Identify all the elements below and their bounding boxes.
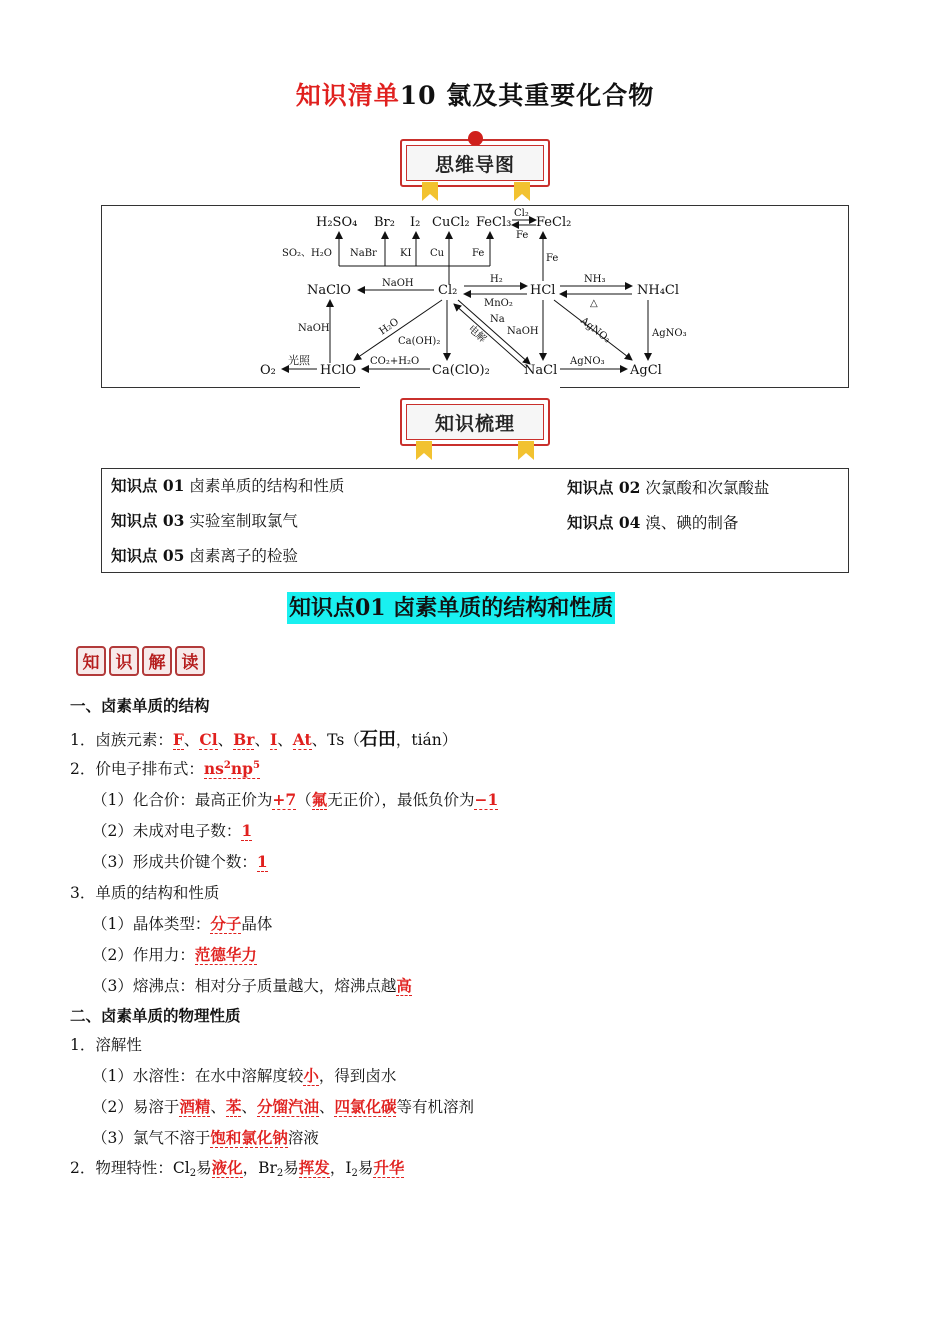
line-valence: （1）化合价：最高正价为+7（氟无正价），最低负价为−1: [92, 790, 499, 809]
text: Ts（: [327, 731, 360, 749]
tile-zhi: 知: [76, 646, 106, 676]
toc-text: 次氯酸和次氯酸盐: [645, 479, 770, 497]
text: 2．价电子排布式：: [70, 760, 204, 778]
node-i2: I₂: [410, 215, 421, 230]
answer-benzene: 苯: [225, 1097, 242, 1116]
answer-br: Br: [233, 730, 255, 749]
badge-ribbon-right: [514, 182, 530, 201]
toc-num: 知识点 02: [567, 478, 641, 497]
node-o2: O₂: [260, 363, 276, 378]
node-hclo: HClO: [320, 363, 357, 378]
answer-cl: Cl: [199, 730, 218, 749]
mindmap-badge: [400, 139, 550, 187]
answer-volatile: 挥发: [298, 1158, 330, 1177]
line-chlorine-insoluble: （3）氯气不溶于饱和氯化钠溶液: [92, 1128, 319, 1147]
answer-high: 高: [396, 976, 412, 995]
knowledge-badge: [400, 398, 550, 446]
toc-num: 知识点 01: [111, 476, 185, 495]
label-fe-top: Fe: [516, 230, 529, 241]
label-agno3-diag: AgNO₃: [578, 315, 613, 346]
toc-num: 知识点 04: [567, 513, 641, 532]
ts-character: 石田: [359, 729, 396, 750]
line-melting: （3）熔沸点：相对分子质量越大，熔沸点越高: [92, 976, 412, 995]
line-solubility: 1．溶解性: [70, 1036, 142, 1054]
answer-gasoline: 分馏汽油: [256, 1097, 319, 1116]
toc-text: 卤素单质的结构和性质: [189, 477, 345, 495]
heading-physical: 二、卤素单质的物理性质: [70, 1006, 241, 1025]
tile-du: 读: [175, 646, 205, 676]
node-fecl2: FeCl₂: [536, 215, 572, 230]
mindmap-badge-label: 思维导图: [406, 145, 544, 181]
answer-i: I: [269, 730, 278, 749]
line-organic-solvents: （2）易溶于酒精、苯、分馏汽油、四氯化碳等有机溶剂: [92, 1097, 474, 1116]
line-bonds: （3）形成共价键个数：1: [92, 852, 268, 871]
label-h2: H₂: [490, 274, 503, 285]
node-nh4cl: NH₄Cl: [637, 283, 680, 298]
title-prefix: 知识清单: [295, 81, 400, 110]
toc-text: 溴、碘的制备: [645, 514, 739, 532]
answer-molecular: 分子: [210, 914, 242, 933]
badge-dot: [468, 131, 483, 146]
toc-num: 知识点 05: [111, 546, 185, 565]
text: 1．卤族元素：: [70, 731, 173, 749]
label-naoh-left: NaOH: [298, 323, 330, 334]
text: ，tián）: [395, 731, 458, 749]
node-caclo2: Ca(ClO)₂: [432, 363, 490, 378]
label-delta: △: [590, 298, 598, 309]
answer-bonds: 1: [256, 852, 268, 871]
answer-ccl4: 四氯化碳: [334, 1097, 397, 1116]
badge-ribbon-right: [518, 441, 534, 460]
node-br2: Br₂: [374, 215, 395, 230]
label-nh3: NH₃: [584, 274, 606, 285]
title-rest: 10 氯及其重要化合物: [399, 81, 655, 110]
answer-vdw: 范德华力: [194, 945, 257, 964]
node-nacl: NaCl: [524, 363, 558, 378]
answer-liquefy: 液化: [211, 1158, 243, 1177]
badge-ribbon-left: [416, 441, 432, 460]
answer-at: At: [292, 730, 312, 749]
node-cl2: Cl₂: [438, 283, 458, 298]
line-structure-props: 3．单质的结构和性质: [70, 884, 220, 902]
label-cl2-top: Cl₂: [514, 208, 529, 219]
label-agno3-bottom: AgNO₃: [570, 356, 605, 367]
label-caoh2: Ca(OH)₂: [398, 336, 441, 347]
label-naoh-mid: NaOH: [382, 278, 414, 289]
answer-f: F: [172, 730, 184, 749]
answer-sublime: 升华: [373, 1158, 405, 1177]
page-title: [0, 76, 950, 112]
node-h2so4: H₂SO₄: [316, 215, 358, 230]
badge-ribbon-left: [422, 182, 438, 201]
label-naoh-diag: NaOH: [507, 326, 539, 337]
heading-structure: 一、卤素单质的结构: [70, 696, 210, 715]
answer-minus1: −1: [474, 790, 499, 809]
reagent-nabr: NaBr: [350, 248, 377, 259]
label-co2-h2o: CO₂+H₂O: [370, 356, 420, 367]
node-agcl: AgCl: [630, 363, 662, 378]
line-crystal-type: （1）晶体类型：分子晶体: [92, 914, 273, 933]
label-light: 光照: [288, 354, 310, 367]
line-force: （2）作用力：范德华力: [92, 945, 257, 964]
line-halogens: 1．卤族元素：F、Cl、Br、I、At、Ts（石田，tián）: [70, 729, 458, 750]
line-water-solubility: （1）水溶性：在水中溶解度较小，得到卤水: [92, 1066, 397, 1085]
knowledge-reading-tiles: [76, 646, 205, 676]
line-valence-config: [70, 757, 260, 779]
tile-shi: 识: [109, 646, 139, 676]
reagent-fe: Fe: [472, 248, 485, 259]
label-mno2: MnO₂: [484, 298, 513, 309]
label-na: Na: [490, 314, 505, 325]
answer-plus7: +7: [272, 790, 297, 809]
toc-item-01[interactable]: [111, 474, 344, 496]
knowledge-badge-label: 知识梳理: [406, 404, 544, 440]
answer-config: $ns^2np^5$: [203, 759, 260, 778]
label-electrolysis: 电解: [465, 323, 488, 346]
mindmap-diagram: [101, 205, 849, 388]
toc-text: 实验室制取氯气: [189, 512, 298, 530]
node-naclo: NaClO: [307, 283, 351, 298]
toc-item-04[interactable]: [567, 511, 738, 533]
knowledge-toc: [101, 468, 849, 573]
toc-text: 卤素离子的检验: [189, 547, 298, 565]
node-hcl: HCl: [530, 283, 556, 298]
toc-item-02[interactable]: [567, 476, 769, 498]
reagent-so2-h2o: SO₂、H₂O: [282, 248, 332, 259]
answer-alcohol: 酒精: [179, 1097, 211, 1116]
label-agno3-right: AgNO₃: [652, 328, 687, 339]
node-fecl3: FeCl₃: [476, 215, 512, 230]
answer-saturated-nacl: 饱和氯化钠: [210, 1128, 288, 1147]
reagent-cu: Cu: [430, 248, 445, 259]
answer-fluorine: 氟: [311, 790, 328, 809]
tile-jie: 解: [142, 646, 172, 676]
toc-item-03[interactable]: [111, 509, 298, 531]
answer-unpaired: 1: [241, 821, 253, 840]
node-cucl2: CuCl₂: [432, 215, 470, 230]
line-physical-traits: 2．物理特性：$Cl_2$易液化，$Br_2$易挥发，$I_2$易升华: [70, 1158, 405, 1179]
toc-item-05[interactable]: [111, 544, 298, 566]
label-h2o-diag: H₂O: [377, 316, 401, 338]
answer-small: 小: [303, 1066, 319, 1085]
line-unpaired: （2）未成对电子数：1: [92, 821, 253, 840]
section-heading: 知识点01 卤素单质的结构和性质: [287, 592, 615, 624]
toc-num: 知识点 03: [111, 511, 185, 530]
label-fe-right: Fe: [546, 253, 559, 264]
reagent-ki: KI: [400, 248, 412, 259]
